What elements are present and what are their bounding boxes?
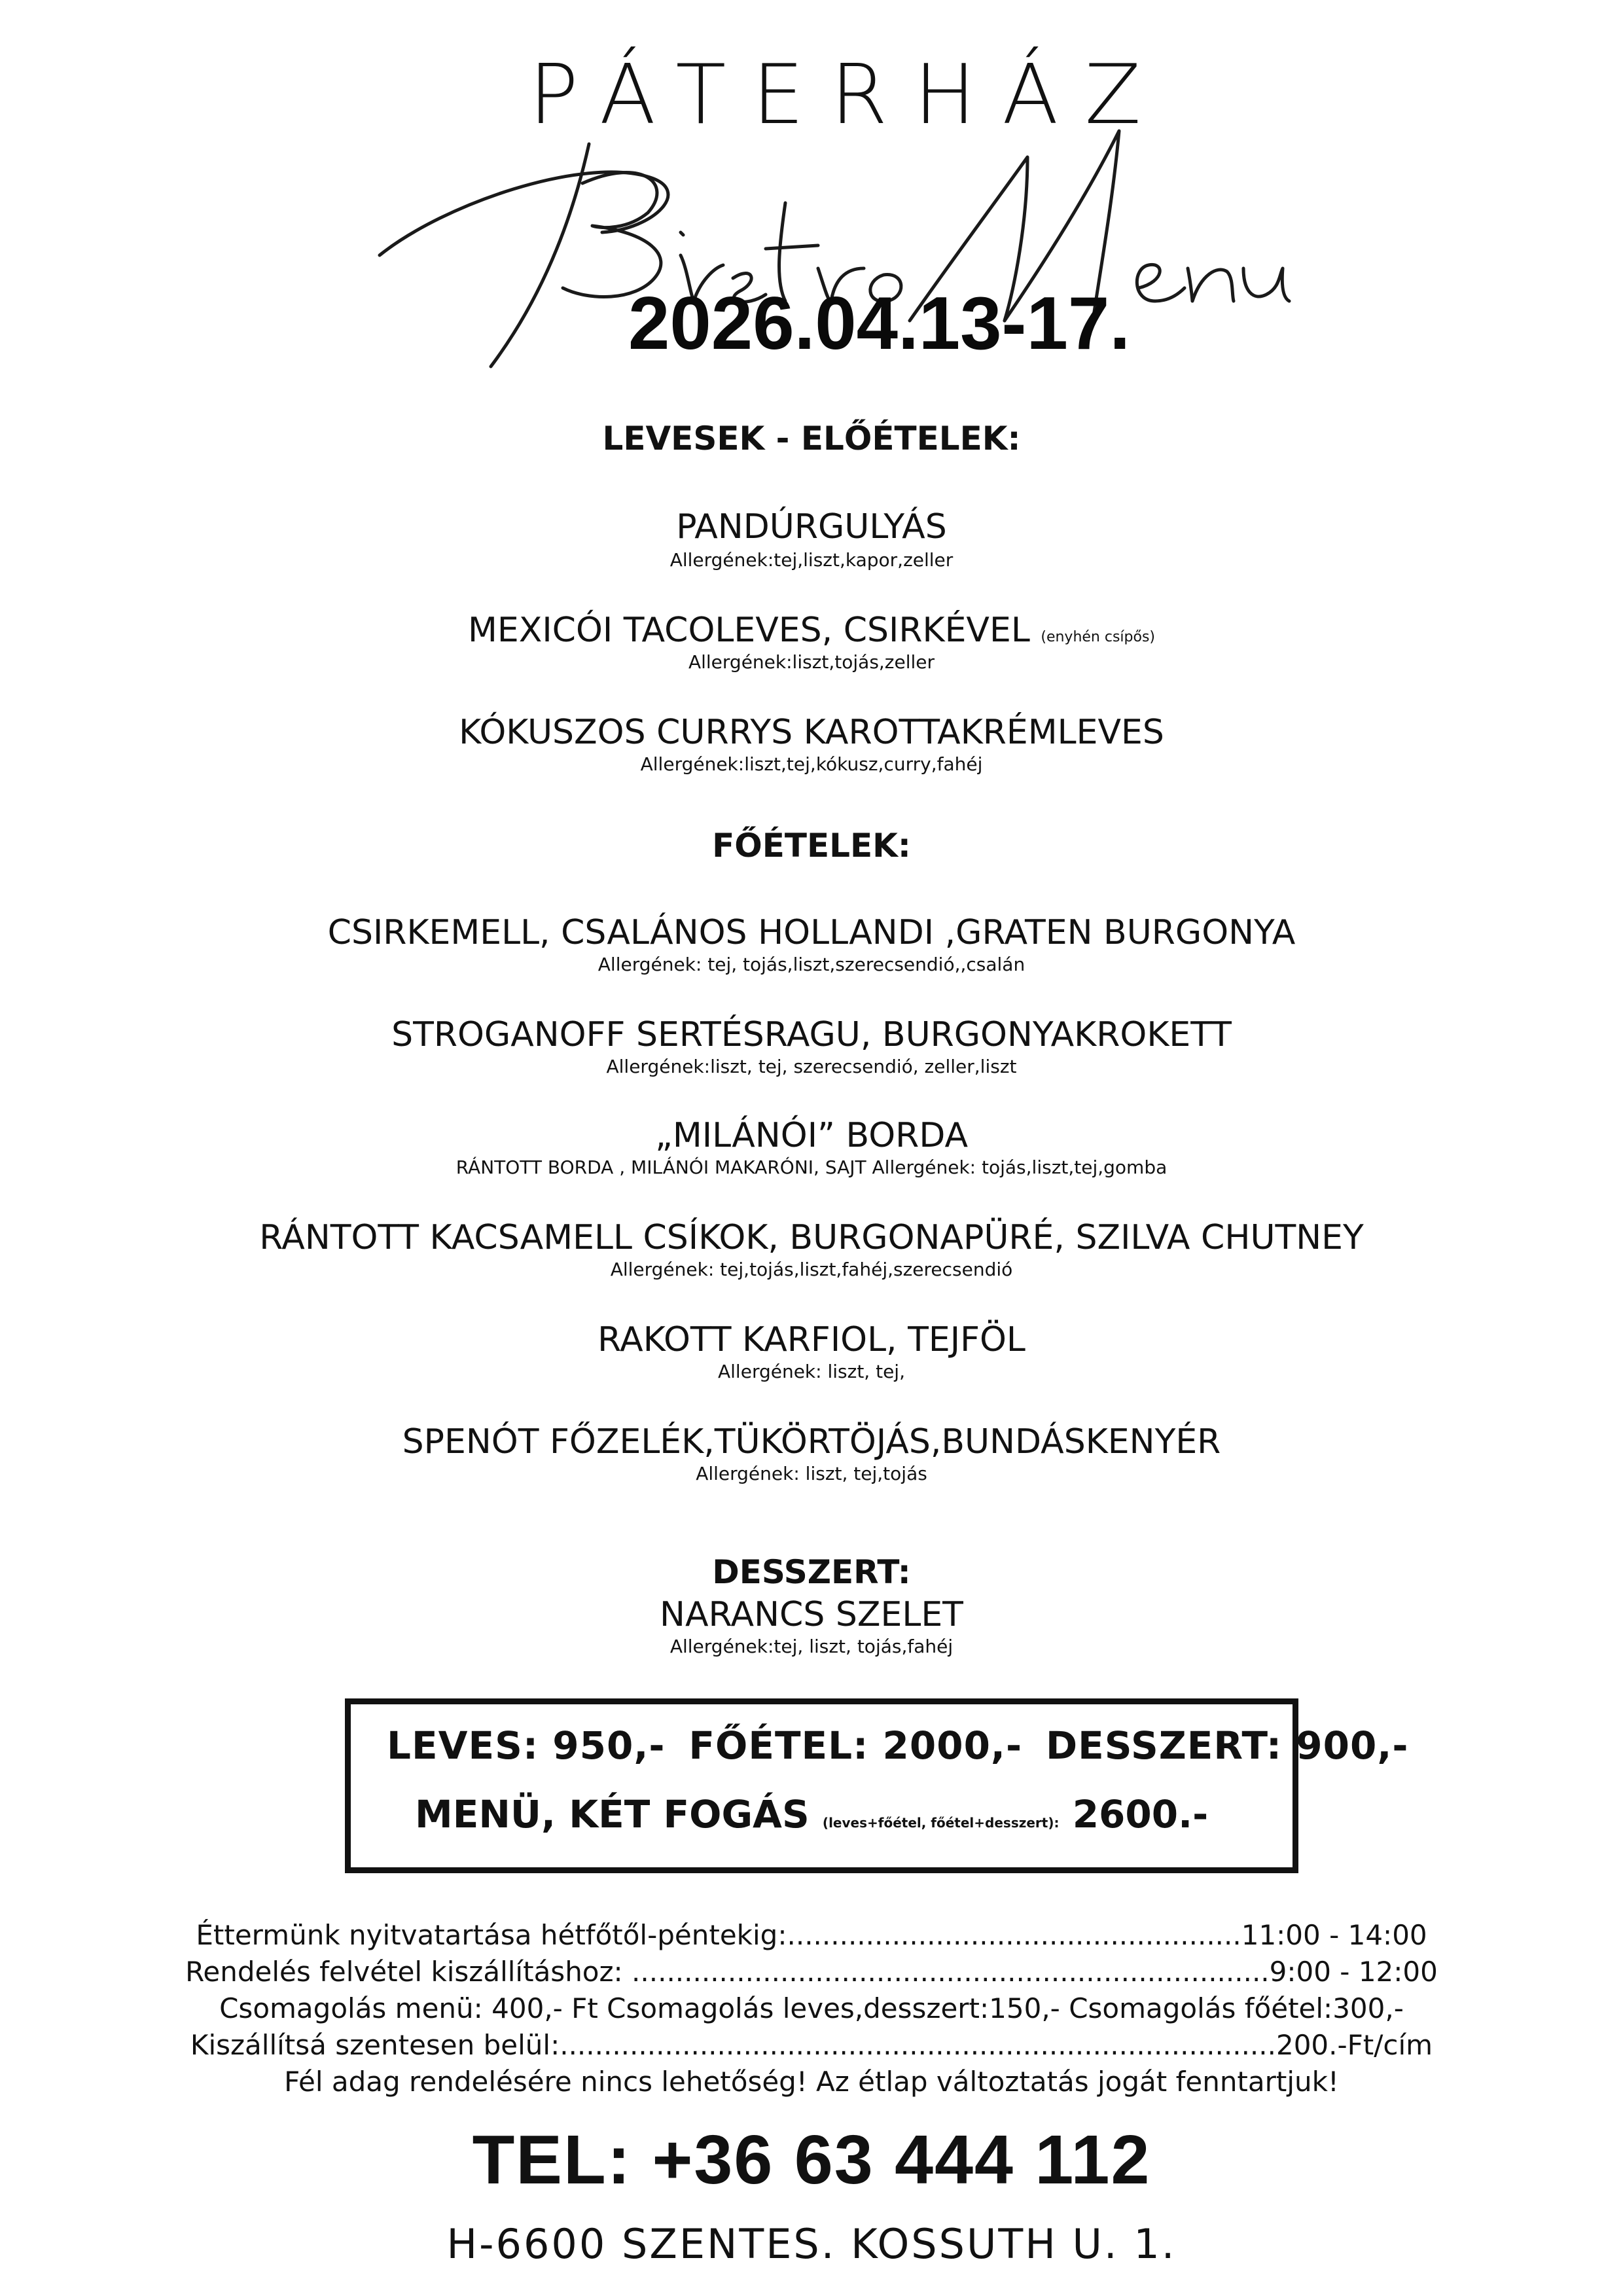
dessert-name: NARANCS SZELET — [660, 1595, 963, 1634]
address: H-6600 SZENTES. KOSSUTH U. 1. — [446, 2220, 1177, 2268]
phone-number: TEL: +36 63 444 112 — [472, 2121, 1151, 2198]
main-5-name: RAKOTT KARFIOL, TEJFÖL — [597, 1320, 1026, 1359]
soup-1-name: PANDÚRGULYÁS — [676, 507, 947, 547]
main-3-name: „MILÁNÓI” BORDA — [654, 1116, 969, 1155]
main-1-name: CSIRKEMELL, CSALÁNOS HOLLANDI ,GRATEN BURGONYA — [327, 913, 1296, 952]
soup-2-allergens: Allergének:liszt,tojás,zeller — [688, 651, 935, 673]
info-delivery: Kiszállítsá szentesen belül:..................................................................................200.-Ft/cím — [190, 2029, 1433, 2061]
date-range: 2026.04.13-17. — [628, 282, 1130, 365]
main-6-allergens: Allergének: liszt, tej,tojás — [696, 1463, 927, 1484]
dessert-price: DESSZERT: 900,- — [1046, 1723, 1409, 1768]
dessert-heading: DESSZERT: — [712, 1553, 911, 1591]
main-6-name: SPENÓT FŐZELÉK,TÜKÖRTÖJÁS,BUNDÁSKENYÉR — [402, 1422, 1221, 1462]
main-price: FŐÉTEL: 2000,- — [688, 1723, 1023, 1768]
soup-3-name: KÓKUSZOS CURRYS KAROTTAKRÉMLEVES — [459, 713, 1164, 752]
main-4-name: RÁNTOTT KACSAMELL CSÍKOK, BURGONAPÜRÉ, SZILVA CHUTNEY — [259, 1218, 1364, 1257]
soup-1-allergens: Allergének:tej,liszt,kapor,zeller — [669, 549, 954, 571]
soup-price: LEVES: 950,- — [387, 1723, 666, 1768]
main-1-allergens: Allergének: tej, tojás,liszt,szerecsendió,,csalán — [597, 954, 1026, 975]
main-2-allergens: Allergének:liszt, tej, szerecsendió, zeller,liszt — [606, 1056, 1017, 1077]
price-box — [345, 1698, 1409, 1873]
main-4-allergens: Allergének: tej,tojás,liszt,fahéj,szerecsendió — [610, 1259, 1013, 1280]
price-line-1 — [387, 1721, 1408, 1770]
info-notice: Fél adag rendelésére nincs lehetőség! Az étlap változtatás jogát fenntartjuk! — [284, 2066, 1339, 2098]
main-2-name: STROGANOFF SERTÉSRAGU, BURGONYAKROKETT — [391, 1015, 1232, 1054]
soup-3-allergens: Allergének:liszt,tej,kókusz,curry,fahéj — [640, 753, 983, 775]
menu-note: (leves+főétel, főétel+desszert): — [822, 1815, 1060, 1831]
soup-2-name: MEXICÓI TACOLEVES, CSIRKÉVEL — [467, 611, 1030, 650]
info-packaging: Csomagolás menü: 400,- Ft Csomagolás leves,desszert:150,- Csomagolás főétel:300,- — [219, 1992, 1404, 2024]
menu-price: 2600.- — [1072, 1792, 1209, 1837]
info-opening-hours: Éttermünk nyitvatartása hétfőtől-péntekig:....................................................11:00 - 14:00 — [196, 1919, 1427, 1951]
dessert-allergens: Allergének:tej, liszt, tojás,fahéj — [669, 1636, 954, 1657]
price-line-2 — [415, 1789, 1208, 1848]
menu-label: MENÜ, KÉT FOGÁS — [415, 1792, 810, 1837]
brand-name: PÁTERHÁZ — [529, 46, 1168, 143]
main-3-allergens: RÁNTOTT BORDA , MILÁNÓI MAKARÓNI, SAJT Allergének: tojás,liszt,tej,gomba — [455, 1157, 1168, 1178]
info-order-hours: Rendelés felvétel kiszállításhoz: .........................................................................9:00 - 12:00 — [185, 1956, 1438, 1988]
main-5-allergens: Allergének: liszt, tej, — [718, 1361, 905, 1382]
soups-heading: LEVESEK - ELŐÉTELEK: — [602, 420, 1021, 457]
mains-heading: FŐÉTELEK: — [712, 827, 911, 865]
soup-2-note: (enyhén csípős) — [1041, 629, 1156, 645]
